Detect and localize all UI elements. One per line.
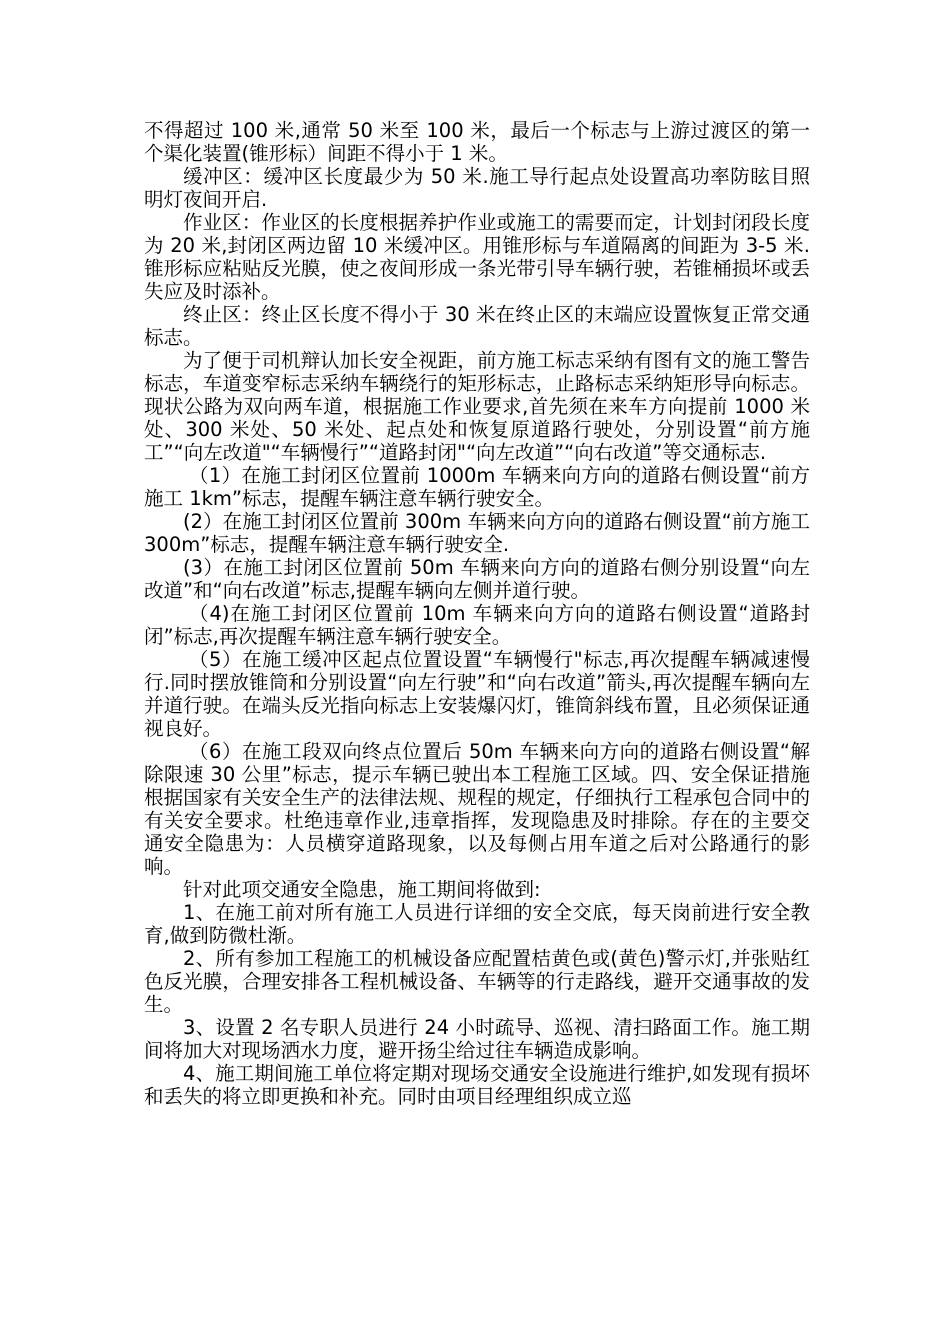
paragraph-termination-zone: 终止区：终止区长度不得小于 30 米在终止区的末端应设置恢复正常交通标志。 — [144, 303, 810, 349]
paragraph-measure-3: 3、设置 2 名专职人员进行 24 小时疏导、巡视、清扫路面工作。施工期间将加大对现场洒水力度，避开扬尘给过往车辆造成影响。 — [144, 1016, 810, 1062]
paragraph-work-zone: 作业区：作业区的长度根据养护作业或施工的需要而定，计划封闭段长度为 20 米,封闭区两边留 10 米缓冲区。用锥形标与车道隔离的间距为 3-5 米.锥形标应粘贴反光膜，使之夜间形成一条光带引导车辆行驶，若锥桶损坏或丢失应及时添补。 — [144, 211, 810, 303]
paragraph-item-5: （5）在施工缓冲区起点位置设置“车辆慢行"标志,再次提醒车辆减速慢行.同时摆放锥筒和分别设置“向左行驶”和“向右改道”箭头,再次提醒车辆向左并道行驶。在端头反光指向标志上安装爆闪灯，锥筒斜线布置，且必须保证通视良好。 — [144, 648, 810, 740]
paragraph-measure-4: 4、施工期间施工单位将定期对现场交通安全设施进行维护,如发现有损坏和丢失的将立即更换和补充。同时由项目经理组织成立巡 — [144, 1062, 810, 1108]
paragraph-sign-overview: 为了便于司机辩认加长安全视距，前方施工标志采纳有图有文的施工警告标志，车道变窄标志采纳车辆绕行的矩形标志，止路标志采纳矩形导向标志。现状公路为双向两车道，根据施工作业要求,首先须在来车方向提前 1000 米处、300 米处、50 米处、起点处和恢复原道路行驶处，分别设置“前方施工”“向左改道"“车辆慢行”“道路封闭"“向左改道”“向右改道”等交通标志. — [144, 349, 810, 464]
paragraph-buffer-zone: 缓冲区：缓冲区长度最少为 50 米.施工导行起点处设置高功率防眩目照明灯夜间开启. — [144, 165, 810, 211]
paragraph-item-3: (3）在施工封闭区位置前 50m 车辆来向方向的道路右侧分别设置“向左改道”和“向右改道”标志,提醒车辆向左侧并道行驶。 — [144, 556, 810, 602]
paragraph-item-2: (2）在施工封闭区位置前 300m 车辆来向方向的道路右侧设置“前方施工 300m”标志，提醒车辆注意车辆行驶安全. — [144, 510, 810, 556]
paragraph-item-1: （1）在施工封闭区位置前 1000m 车辆来向方向的道路右侧设置“前方施工 1km”标志，提醒车辆注意车辆行驶安全。 — [144, 464, 810, 510]
paragraph-measures-intro: 针对此项交通安全隐患，施工期间将做到: — [183, 878, 541, 901]
paragraph-item-4: （4)在施工封闭区位置前 10m 车辆来向方向的道路右侧设置“道路封闭”标志,再次提醒车辆注意车辆行驶安全。 — [144, 602, 810, 648]
document-page — [144, 119, 810, 1108]
paragraph-measure-1: 1、在施工前对所有施工人员进行详细的安全交底，每天岗前进行安全教育,做到防微杜渐。 — [144, 901, 810, 947]
paragraph-measure-2: 2、所有参加工程施工的机械设备应配置桔黄色或(黄色)警示灯,并张贴红色反光膜，合理安排各工程机械设备、车辆等的行走路线，避开交通事故的发生。 — [144, 947, 810, 1016]
paragraph-transition-distance: 不得超过 100 米,通常 50 米至 100 米，最后一个标志与上游过渡区的第一个渠化装置(锥形标）间距不得小于 1 米。 — [144, 119, 810, 165]
paragraph-item-6: （6）在施工段双向终点位置后 50m 车辆来向方向的道路右侧设置“解除限速 30 公里”标志，提示车辆已驶出本工程施工区域。四、安全保证措施根据国家有关安全生产的法律法规、规程的规定，仔细执行工程承包合同中的有关安全要求。杜绝违章作业,违章指挥，发现隐患及时排除。存在的主要交通安全隐患为：人员横穿道路现象，以及每侧占用车道之后对公路通行的影响。 — [144, 740, 810, 878]
